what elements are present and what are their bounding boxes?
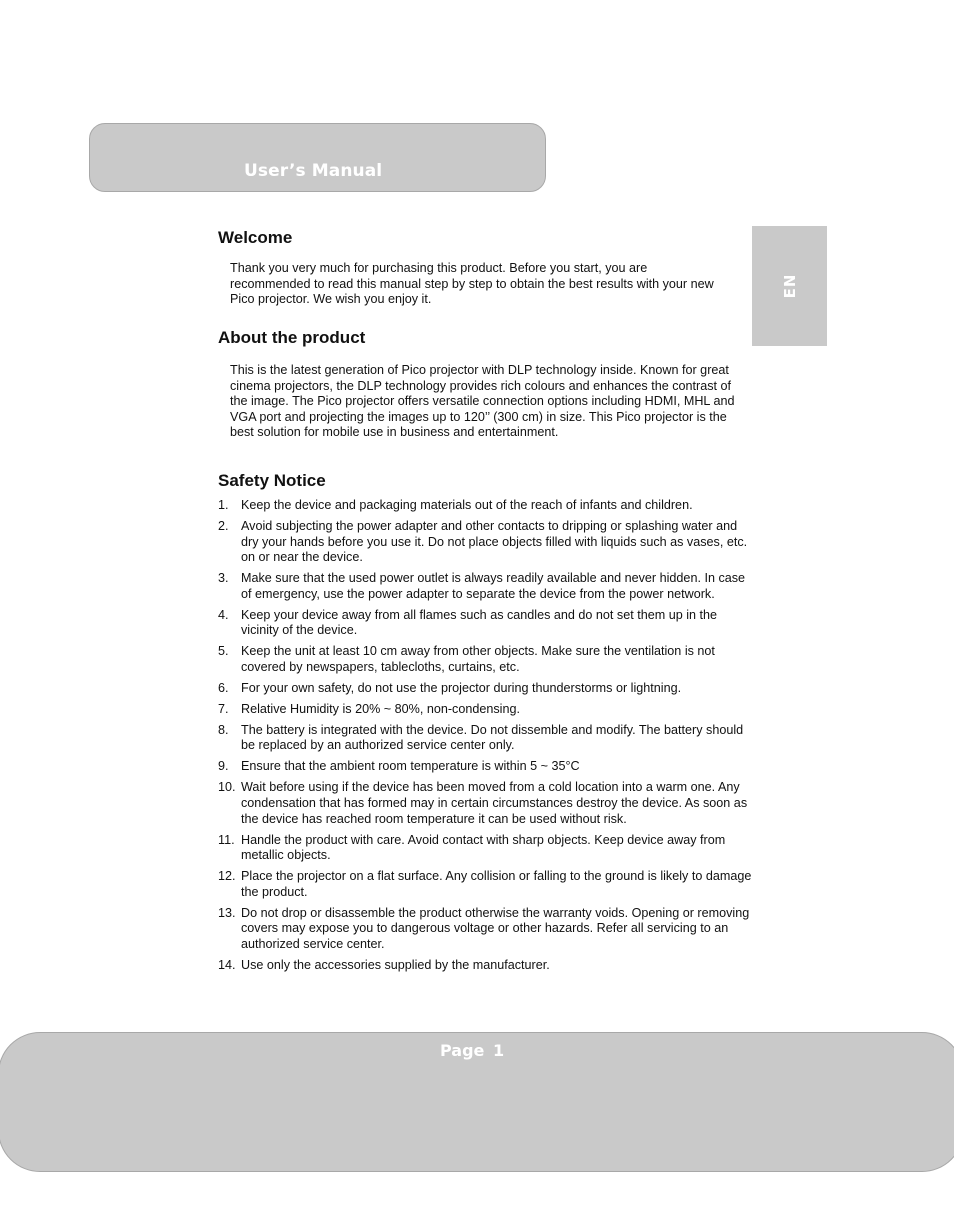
safety-item-text: The battery is integrated with the device. Do not dissemble and modify. The battery should be replaced by an authorized service center only. [241,722,744,753]
page-number: Page 1 [440,1041,505,1060]
safety-item-text: Ensure that the ambient room temperature is within 5 ~ 35°C [241,759,580,774]
safety-item-text: Avoid subjecting the power adapter and other contacts to dripping or splashing water and dry your hands before you use it. Do not place objects filled with liquids such as vases, etc. on or near the device. [241,518,748,565]
safety-item [218,702,758,718]
safety-item-text: Relative Humidity is 20% ~ 80%, non-condensing. [241,701,520,716]
safety-item-text: Use only the accessories supplied by the manufacturer. [241,957,550,972]
safety-item [218,906,758,953]
safety-item [218,498,758,514]
safety-item [218,681,758,697]
safety-item-text: Do not drop or disassemble the product otherwise the warranty voids. Opening or removing covers may expose you to dangerous voltage or other hazards. Refer all servicing to an authorized service center. [241,905,750,951]
safety-item-text: Place the projector on a flat surface. Any collision or falling to the ground is likely to damage the product. [241,869,752,899]
header-tab [89,123,546,192]
welcome-paragraph: Thank you very much for purchasing this product. Before you start, you are recommended to read this manual step by step to obtain the best results with your new Pico projector. We wish you enjoy it. [230,261,714,307]
safety-item [218,644,758,675]
about-paragraph: This is the latest generation of Pico projector with DLP technology inside. Known for great cinema projectors, the DLP technology provides rich colours and enhances the contrast of the image. The Pico projector offers versatile connection options including HDMI, MHL and VGA port and projecting the images up to 120’’ (300 cm) in size. This Pico projector is the best solution for mobile use in business and entertainment. [230,363,735,440]
safety-item-text: Keep your device away from all flames such as candles and do not set them up in the vicinity of the device. [241,607,718,638]
safety-item-text: Wait before using if the device has been moved from a cold location into a warm one. Any condensation that has formed may in certain circumstances destroy the device. As soon as the device has reached room temperature it can be used without risk. [241,780,748,826]
safety-item-text: Keep the device and packaging materials out of the reach of infants and children. [241,498,693,512]
safety-item-number: 13. [218,905,236,920]
safety-item-number: 6. [218,680,229,695]
safety-heading: Safety Notice [218,471,326,490]
safety-item-number: 12. [218,869,236,884]
safety-item [218,780,758,827]
safety-item [218,958,758,974]
safety-item [218,608,758,639]
safety-item [218,869,758,900]
document-title: User’s Manual [244,161,383,181]
safety-item [218,519,758,566]
safety-item [218,759,758,775]
language-label: EN [780,273,799,299]
safety-item-text: Make sure that the used power outlet is always readily available and never hidden. In case of emergency, use the power adapter to separate the device from the power network. [241,571,746,601]
safety-item-text: Keep the unit at least 10 cm away from other objects. Make sure the ventilation is not covered by newspapers, tablecloths, curtains, etc. [241,644,715,674]
safety-item-number: 10. [218,780,236,795]
language-tab [752,226,827,346]
safety-item-number: 4. [218,607,229,622]
safety-item-text: Handle the product with care. Avoid contact with sharp objects. Keep device away from metallic objects. [241,832,726,863]
safety-list [218,498,758,979]
safety-item-number: 9. [218,759,229,774]
safety-item-number: 5. [218,644,229,659]
safety-item-number: 7. [218,701,229,716]
safety-item-number: 14. [218,957,236,972]
safety-item [218,723,758,754]
about-heading: About the product [218,328,366,347]
safety-item [218,833,758,864]
safety-item [218,571,758,602]
safety-item-text: For your own safety, do not use the projector during thunderstorms or lightning. [241,680,682,695]
safety-item-number: 1. [218,498,229,512]
safety-item-number: 3. [218,571,229,586]
welcome-heading: Welcome [218,228,293,247]
safety-item-number: 2. [218,518,229,533]
safety-item-number: 8. [218,722,229,737]
safety-item-number: 11. [218,832,235,847]
